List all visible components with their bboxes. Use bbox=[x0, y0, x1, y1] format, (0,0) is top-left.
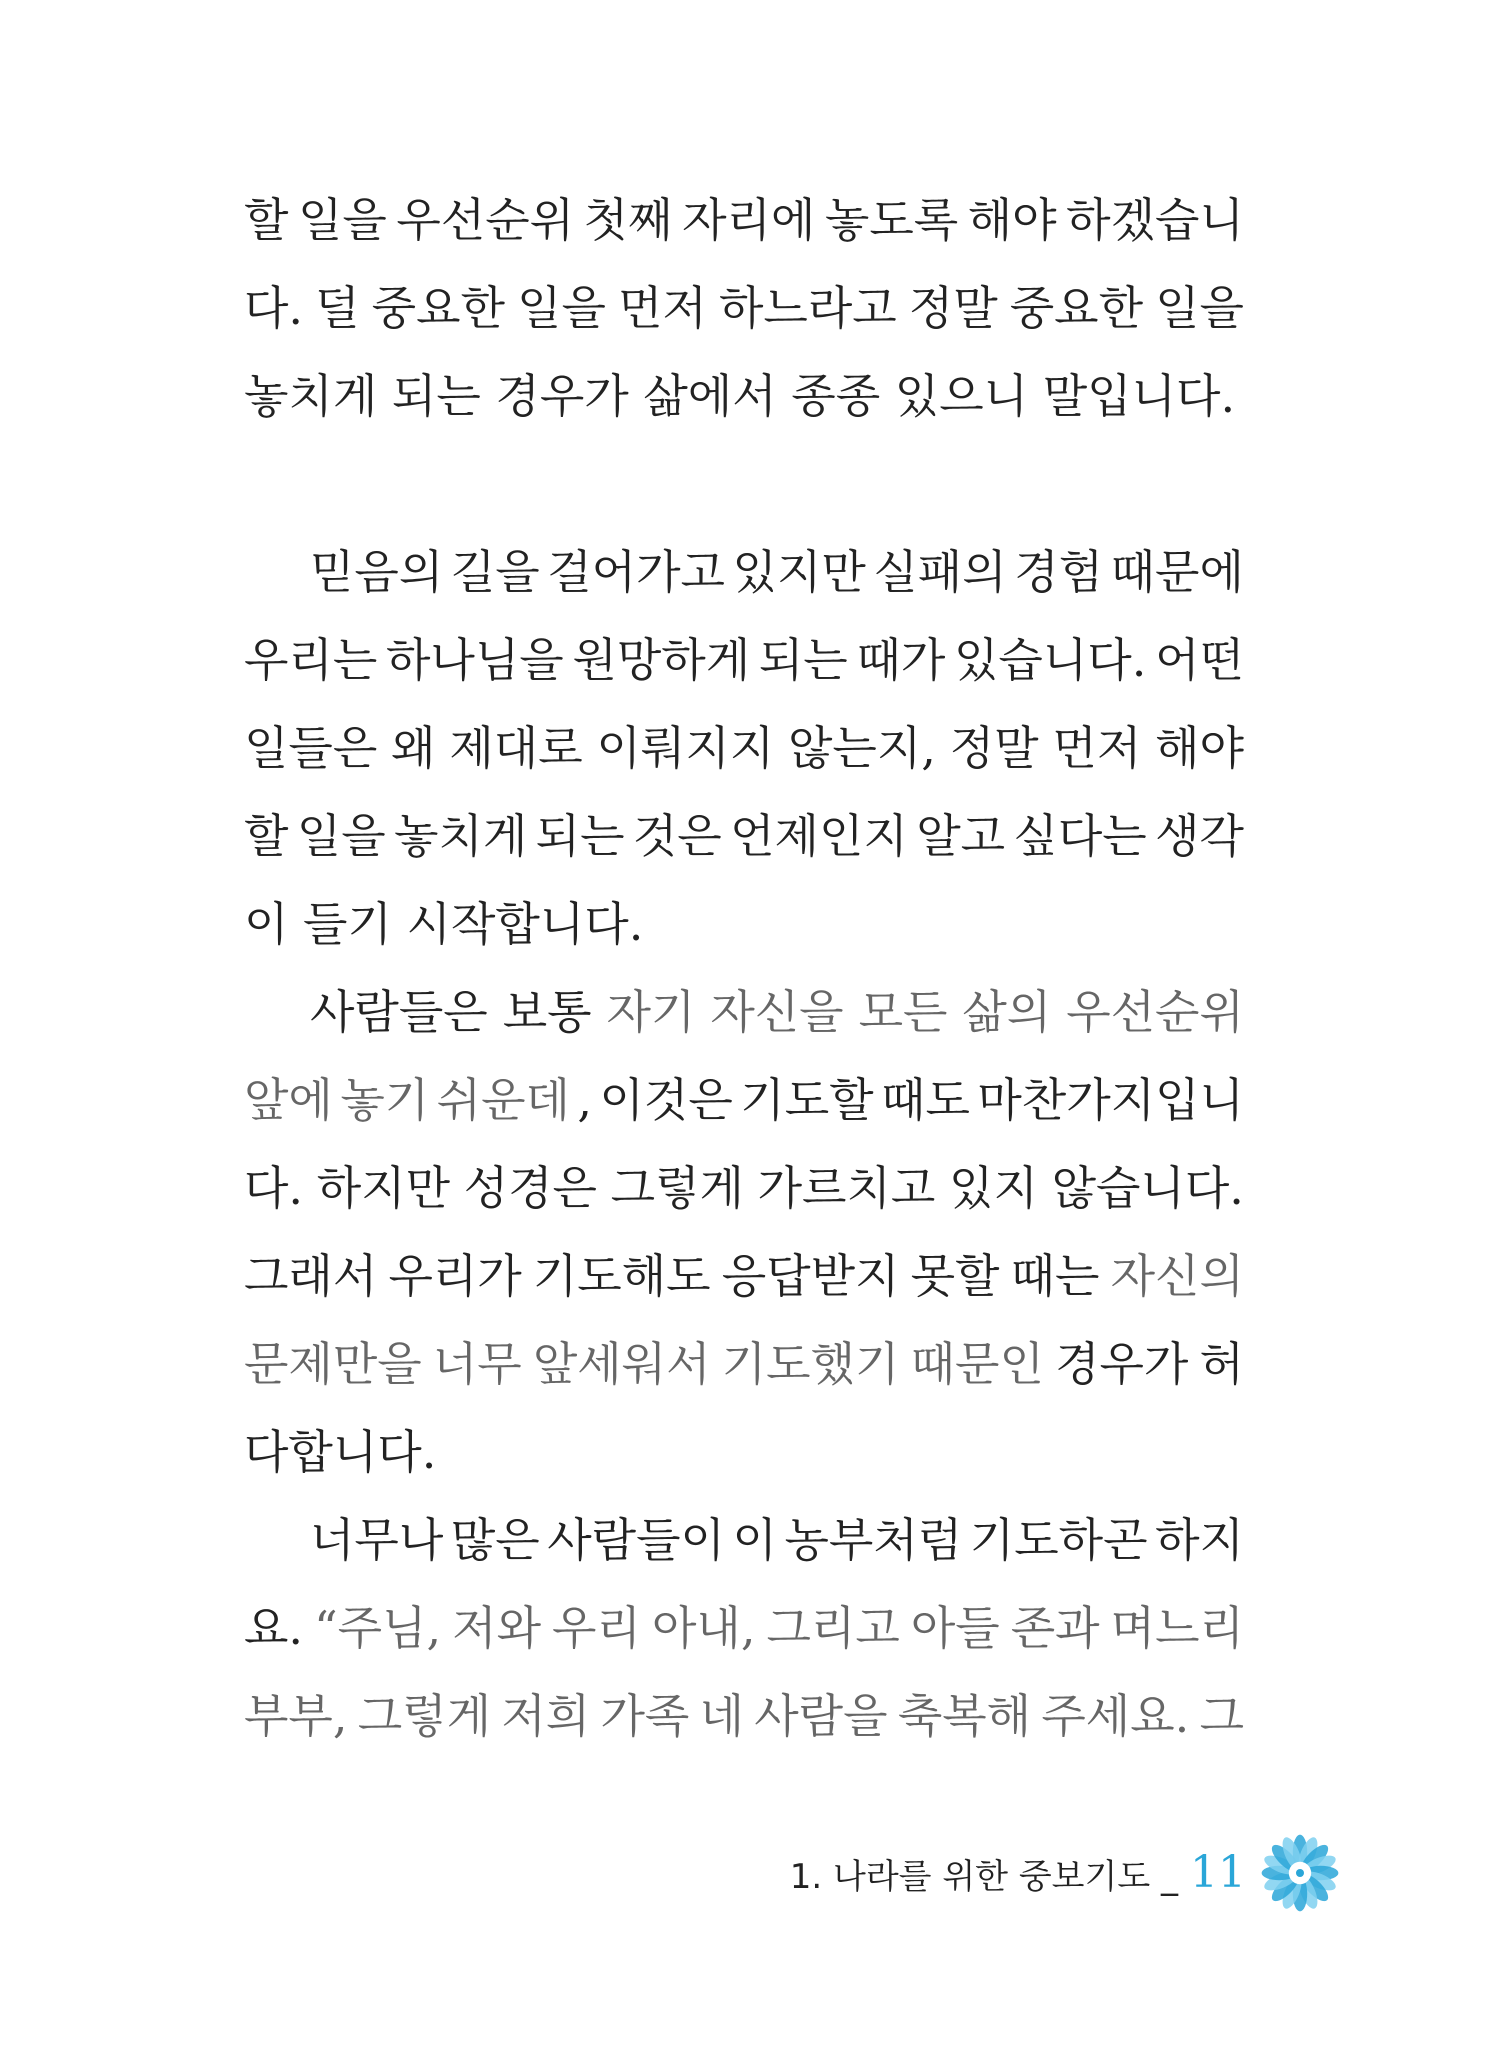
highlighted-word: 때문인 bbox=[910, 1337, 1044, 1391]
body-word: 농부처럼 bbox=[784, 1513, 963, 1567]
body-word: 일을 bbox=[1155, 281, 1244, 335]
body-word: 우선순위 bbox=[396, 193, 575, 247]
highlighted-word: 부부, bbox=[244, 1689, 348, 1743]
body-word: 있습니다. bbox=[954, 633, 1147, 687]
body-word: 때문에 bbox=[1110, 545, 1244, 599]
highlighted-word: 축복해 bbox=[897, 1689, 1032, 1743]
body-word: 먼저 bbox=[1052, 721, 1142, 775]
body-word: 일을 bbox=[517, 281, 606, 335]
body-word: 일들은 bbox=[244, 721, 378, 775]
body-word: 그래서 bbox=[244, 1249, 378, 1303]
highlighted-word: 자기 bbox=[606, 985, 696, 1039]
body-word: 어떤 bbox=[1155, 633, 1244, 687]
paragraph-3 bbox=[244, 968, 1244, 1496]
text-line bbox=[244, 1232, 1244, 1320]
body-word: 할 bbox=[244, 809, 289, 863]
text-line bbox=[244, 1144, 1244, 1232]
body-word: 왜 bbox=[391, 721, 436, 775]
body-word: 중요한 bbox=[371, 281, 505, 335]
text-line bbox=[244, 1496, 1244, 1584]
body-word: 있지만 bbox=[732, 545, 866, 599]
text-line bbox=[244, 792, 1244, 880]
body-word: 놓도록 bbox=[824, 193, 959, 247]
flower-icon bbox=[1260, 1833, 1340, 1913]
body-text: 다합니다. bbox=[244, 1425, 437, 1479]
body-word: 경우가 bbox=[1055, 1337, 1189, 1391]
body-word: 하느라고 bbox=[718, 281, 897, 335]
highlighted-word: 쉬운데 bbox=[436, 1073, 570, 1127]
body-word: 기도할 bbox=[740, 1073, 874, 1127]
body-word: 이것은 bbox=[599, 1073, 733, 1127]
body-word: 길을 bbox=[450, 545, 540, 599]
body-word: 우리는 bbox=[244, 633, 378, 687]
text-line bbox=[244, 616, 1244, 704]
body-word: 가르치고 bbox=[757, 1161, 936, 1215]
body-word: 기도하곤 bbox=[969, 1513, 1148, 1567]
body-word: 않는지, bbox=[788, 721, 936, 775]
body-word: 보통 bbox=[502, 985, 592, 1039]
body-word: 것은 bbox=[632, 809, 722, 863]
body-word: 못할 bbox=[910, 1249, 1000, 1303]
highlighted-word: “주님, bbox=[314, 1601, 442, 1655]
text-line bbox=[244, 1320, 1244, 1408]
highlighted-word: 모든 bbox=[858, 985, 948, 1039]
highlighted-word: 문제만을 bbox=[244, 1337, 422, 1391]
highlighted-word: 그렇게 bbox=[357, 1689, 492, 1743]
body-word: 되는 bbox=[535, 809, 625, 863]
body-word: 많은 bbox=[450, 1513, 540, 1567]
text-line bbox=[244, 968, 1244, 1056]
body-word: 하나님을 bbox=[386, 633, 564, 687]
paragraph-2 bbox=[244, 528, 1244, 968]
body-word: 놓치게 bbox=[394, 809, 528, 863]
text-line bbox=[244, 1408, 1244, 1496]
highlighted-word: 앞에 bbox=[244, 1073, 333, 1127]
highlighted-word: 놓기 bbox=[340, 1073, 430, 1127]
highlighted-word: 존과 bbox=[1010, 1601, 1100, 1655]
highlighted-word: 아내, bbox=[651, 1601, 756, 1655]
body-word: 자리에 bbox=[682, 193, 816, 247]
body-word: 할 bbox=[244, 193, 289, 247]
highlighted-word: 기도했기 bbox=[721, 1337, 900, 1391]
highlighted-word: 며느리 bbox=[1110, 1601, 1244, 1655]
body-word: 정말 bbox=[949, 721, 1039, 775]
body-word: 언제인지 bbox=[730, 809, 908, 863]
body-word: 이 bbox=[732, 1513, 777, 1567]
highlighted-word: 저와 bbox=[452, 1601, 542, 1655]
body-word: 중요한 bbox=[1009, 281, 1144, 335]
chapter-title: 1. 나라를 위한 중보기도 _ bbox=[789, 1856, 1178, 1897]
body-word: 제대로 bbox=[449, 721, 583, 775]
body-word: 너무나 bbox=[310, 1513, 444, 1567]
highlighted-word: 저희 bbox=[501, 1689, 591, 1743]
body-word: 있지 bbox=[949, 1161, 1038, 1215]
paragraph-4 bbox=[244, 1496, 1244, 1760]
body-word: 때도 bbox=[881, 1073, 970, 1127]
body-word: 마찬가지입니 bbox=[977, 1073, 1244, 1127]
body-word: 우리가 bbox=[388, 1249, 522, 1303]
body-word: 생각 bbox=[1155, 809, 1244, 863]
text-line bbox=[244, 264, 1244, 352]
body-word: 실패의 bbox=[873, 545, 1007, 599]
paragraph-1 bbox=[244, 176, 1244, 440]
highlighted-word: 자신의 bbox=[1110, 1249, 1244, 1303]
body-word: 요. bbox=[244, 1601, 304, 1655]
body-word: 다. bbox=[244, 1161, 304, 1215]
body-word: 응답받지 bbox=[721, 1249, 900, 1303]
highlighted-word: 사람을 bbox=[754, 1689, 888, 1743]
body-word: 이뤄지지 bbox=[596, 721, 775, 775]
highlighted-word: 주세요. bbox=[1041, 1689, 1190, 1743]
body-text: 이 들기 시작합니다. bbox=[244, 897, 644, 951]
page-footer bbox=[790, 1838, 1340, 1908]
body-word: 않습니다. bbox=[1051, 1161, 1244, 1215]
body-word: 걸어가고 bbox=[547, 545, 725, 599]
body-word: 하지 bbox=[1155, 1513, 1244, 1567]
text-line bbox=[244, 704, 1244, 792]
body-text: 놓치게 되는 경우가 삶에서 종종 있으니 말입니다. bbox=[244, 369, 1236, 423]
highlighted-word: 우선순위 bbox=[1066, 985, 1244, 1039]
highlighted-word: 네 bbox=[699, 1689, 744, 1743]
body-word: 되는 bbox=[758, 633, 848, 687]
body-word: 첫째 bbox=[583, 193, 673, 247]
body-word: 그렇게 bbox=[610, 1161, 744, 1215]
body-word: 덜 bbox=[315, 281, 360, 335]
text-line bbox=[244, 1584, 1244, 1672]
highlighted-word: 그리고 bbox=[766, 1601, 900, 1655]
page-number: 11 bbox=[1190, 1847, 1246, 1898]
body-word: 성경은 bbox=[463, 1161, 597, 1215]
body-word: 사람들은 bbox=[310, 985, 488, 1039]
text-line bbox=[244, 176, 1244, 264]
highlighted-word: 삶의 bbox=[962, 985, 1052, 1039]
body-word: 먼저 bbox=[618, 281, 707, 335]
text-line bbox=[244, 880, 1244, 968]
body-word: 정말 bbox=[908, 281, 998, 335]
highlighted-word: 우리 bbox=[552, 1601, 641, 1655]
highlighted-word: 그 bbox=[1199, 1689, 1244, 1743]
highlighted-word: 너무 bbox=[432, 1337, 522, 1391]
body-word: 원망하게 bbox=[572, 633, 751, 687]
text-line bbox=[244, 1056, 1244, 1144]
body-word: 싶다는 bbox=[1013, 809, 1147, 863]
body-word: 때는 bbox=[1010, 1249, 1100, 1303]
body-word: 일을 bbox=[297, 193, 387, 247]
body-word: 다. bbox=[244, 281, 304, 335]
body-word: , bbox=[577, 1073, 593, 1127]
body-word: 사람들이 bbox=[547, 1513, 725, 1567]
body-word: 해야 bbox=[967, 193, 1057, 247]
body-word: 허 bbox=[1199, 1337, 1244, 1391]
text-line bbox=[244, 352, 1244, 440]
highlighted-word: 자신을 bbox=[710, 985, 844, 1039]
body-word: 해야 bbox=[1155, 721, 1244, 775]
highlighted-word: 아들 bbox=[910, 1601, 1000, 1655]
body-word: 일을 bbox=[296, 809, 386, 863]
body-word: 경험 bbox=[1014, 545, 1104, 599]
body-word: 알고 bbox=[916, 809, 1006, 863]
highlighted-word: 앞세워서 bbox=[532, 1337, 711, 1391]
highlighted-word: 가족 bbox=[600, 1689, 690, 1743]
body-word: 하겠습니 bbox=[1066, 193, 1244, 247]
body-word: 믿음의 bbox=[310, 545, 444, 599]
text-line bbox=[244, 528, 1244, 616]
body-word: 하지만 bbox=[316, 1161, 451, 1215]
text-line bbox=[244, 1672, 1244, 1760]
body-word: 때가 bbox=[856, 633, 946, 687]
body-word: 기도해도 bbox=[532, 1249, 711, 1303]
